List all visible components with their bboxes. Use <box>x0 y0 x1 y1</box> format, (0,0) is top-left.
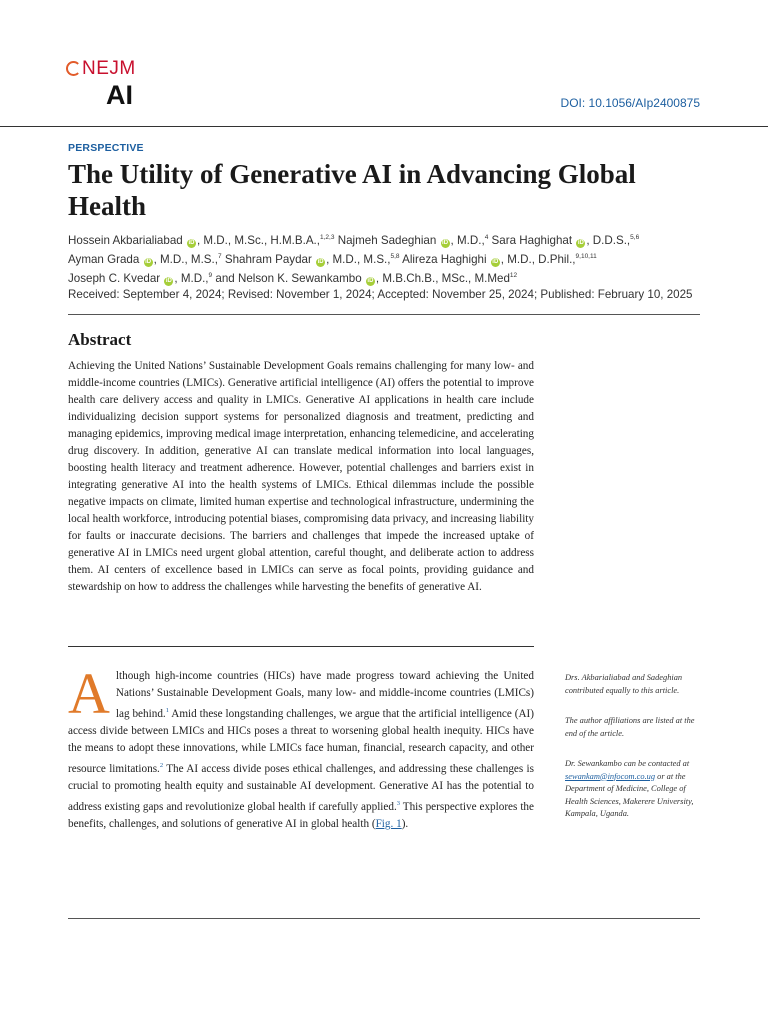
author-degrees: , M.B.Ch.B., MSc., M.Med <box>375 272 510 285</box>
header-divider <box>0 126 768 127</box>
author-name: Joseph C. Kvedar <box>68 272 161 285</box>
author-degrees: , M.D., M.S., <box>153 253 218 266</box>
body-text-1: lthough high-income countries (HICs) have made progress toward achieving the United Nations’ Sustainable Development Goals, many low- and middle-income countries (LMICs) lag behind. <box>115 670 534 720</box>
journal-logo-ai: AI <box>106 80 133 110</box>
affiliation-ref: 7 <box>217 253 222 260</box>
abstract-heading: Abstract <box>68 330 132 349</box>
abstract-divider <box>68 646 534 647</box>
author-name: Alireza Haghighi <box>399 253 487 266</box>
author-degrees: , M.D., <box>450 234 485 247</box>
author-name: Sara Haghighat <box>488 234 573 247</box>
body-paragraph <box>68 661 535 833</box>
sidenote-equal-contribution: Drs. Akbarialiabad and Sadeghian contributed equally to this article. <box>565 673 683 695</box>
article-title: The Utility of Generative AI in Advancing Global Health <box>68 159 636 221</box>
affiliation-ref: 12 <box>509 272 518 279</box>
affiliation-ref: 9 <box>208 272 213 279</box>
abstract-text: Achieving the United Nations’ Sustainable Development Goals remains challenging for many low- and middle-income countries (LMICs). Generative artificial intelligence (AI) offers the potential to improve health care delivery access and quality in LMICs. Generative AI applications in health care include individualizing decision support systems for personalized diagnosis and treatment, predicting and managing epidemics, improving medical image interpretation, enhancing telemedicine, and accelerating drug discovery. In addition, generative AI can translate medical information into local languages, boosting health literacy and treatment adherence. However, potential challenges and barriers exist in integrating generative AI into the health systems of LMICs. Ethical dilemmas include the possible negative impacts on climate, limited human expertise and technological infrastructure, undermining the local health workforce, introducing potential biases, compromising data privacy, and increasing liability for faults or inaccurate decisions. The barriers and challenges that impede the increased uptake of generative AI in LMICs need urgent global attention, careful thought, and deliberate action to address them. AI centers of excellence based in LMICs can serve as focal points, providing guidance and stewardship on how to address the challenges while harvesting the benefits of generative AI. <box>68 360 534 593</box>
orcid-icon[interactable]: iD <box>492 259 499 265</box>
orcid-icon[interactable]: iD <box>577 240 584 246</box>
section-label: PERSPECTIVE <box>68 142 144 154</box>
author-name: Shahram Paydar <box>221 253 312 266</box>
logo-ring-icon <box>66 61 81 76</box>
affiliation-ref: 5,6 <box>630 234 640 241</box>
author-name: Hossein Akbarialiabad <box>68 234 183 247</box>
author-list <box>68 230 708 287</box>
author-degrees: , D.D.S., <box>586 234 631 247</box>
author-degrees: , M.D., M.S., <box>326 253 391 266</box>
orcid-icon[interactable]: iD <box>442 240 449 246</box>
journal-logo-nejm <box>66 58 136 80</box>
author-degrees: , M.D., M.Sc., H.M.B.A., <box>196 234 320 247</box>
drop-cap: A <box>68 661 110 726</box>
publication-dates: Received: September 4, 2024; Revised: November 1, 2024; Accepted: November 25, 2024; Published: February 10, 2025 <box>68 288 693 301</box>
reference-1[interactable]: 1 <box>165 707 169 714</box>
reference-3[interactable]: 3 <box>396 800 401 807</box>
affiliation-ref: 1,2,3 <box>320 234 335 241</box>
contact-text-pre: Dr. Sewankambo can be contacted at <box>565 759 690 768</box>
affiliation-ref: 9,10,11 <box>575 253 597 260</box>
body-text-2: Amid these longstanding challenges, we argue that the artificial intelligence (AI) access divide between LMICs and HICs poses a threat to worsening global health inequity. HICs have the means to adopt these innovations, while LMICs face human, financial, research capacity, and other resource limitations. <box>68 708 535 775</box>
logo-nejm-text: NEJM <box>82 58 136 79</box>
orcid-icon[interactable]: iD <box>145 259 152 265</box>
body-text-5: ). <box>401 818 409 830</box>
sidenote-contact <box>565 758 705 821</box>
affiliation-ref: 4 <box>484 234 489 241</box>
dates-divider <box>68 314 700 315</box>
body-text-4: This perspective explores the benefits, challenges, and solutions of generative AI in global health ( <box>68 801 534 830</box>
contact-email-link[interactable]: sewankam@infocom.co.ug <box>565 771 656 781</box>
orcid-icon[interactable]: iD <box>188 240 195 246</box>
affiliation-ref: 5,8 <box>390 253 400 260</box>
footer-divider <box>68 918 700 919</box>
author-name: Ayman Grada <box>68 253 140 266</box>
reference-2[interactable]: 2 <box>159 762 164 769</box>
sidenote-affiliations: The author affiliations are listed at the end of the article. <box>565 716 695 738</box>
orcid-icon[interactable]: iD <box>317 259 324 265</box>
orcid-icon[interactable]: iD <box>165 278 172 284</box>
author-degrees: , M.D., D.Phil., <box>500 253 576 266</box>
body-text-3: The AI access divide poses ethical challenges, and addressing these challenges is crucial to promoting health equity and sustainable AI development. Generative AI has the potential to address existing gaps and revolutionize global health if carefully applied. <box>68 763 535 813</box>
author-degrees: , M.D., <box>174 272 209 285</box>
doi-link[interactable]: DOI: 10.1056/AIp2400875 <box>560 96 700 110</box>
orcid-icon[interactable]: iD <box>367 278 374 284</box>
author-name: Najmeh Sadeghian <box>334 234 437 247</box>
contact-text-post: or at the Department of Medicine, College of Health Sciences, Makerere University, Kampala, Uganda. <box>565 771 694 818</box>
figure-1-link[interactable]: Fig. 1 <box>375 818 402 830</box>
author-name: and Nelson K. Sewankambo <box>212 272 362 285</box>
